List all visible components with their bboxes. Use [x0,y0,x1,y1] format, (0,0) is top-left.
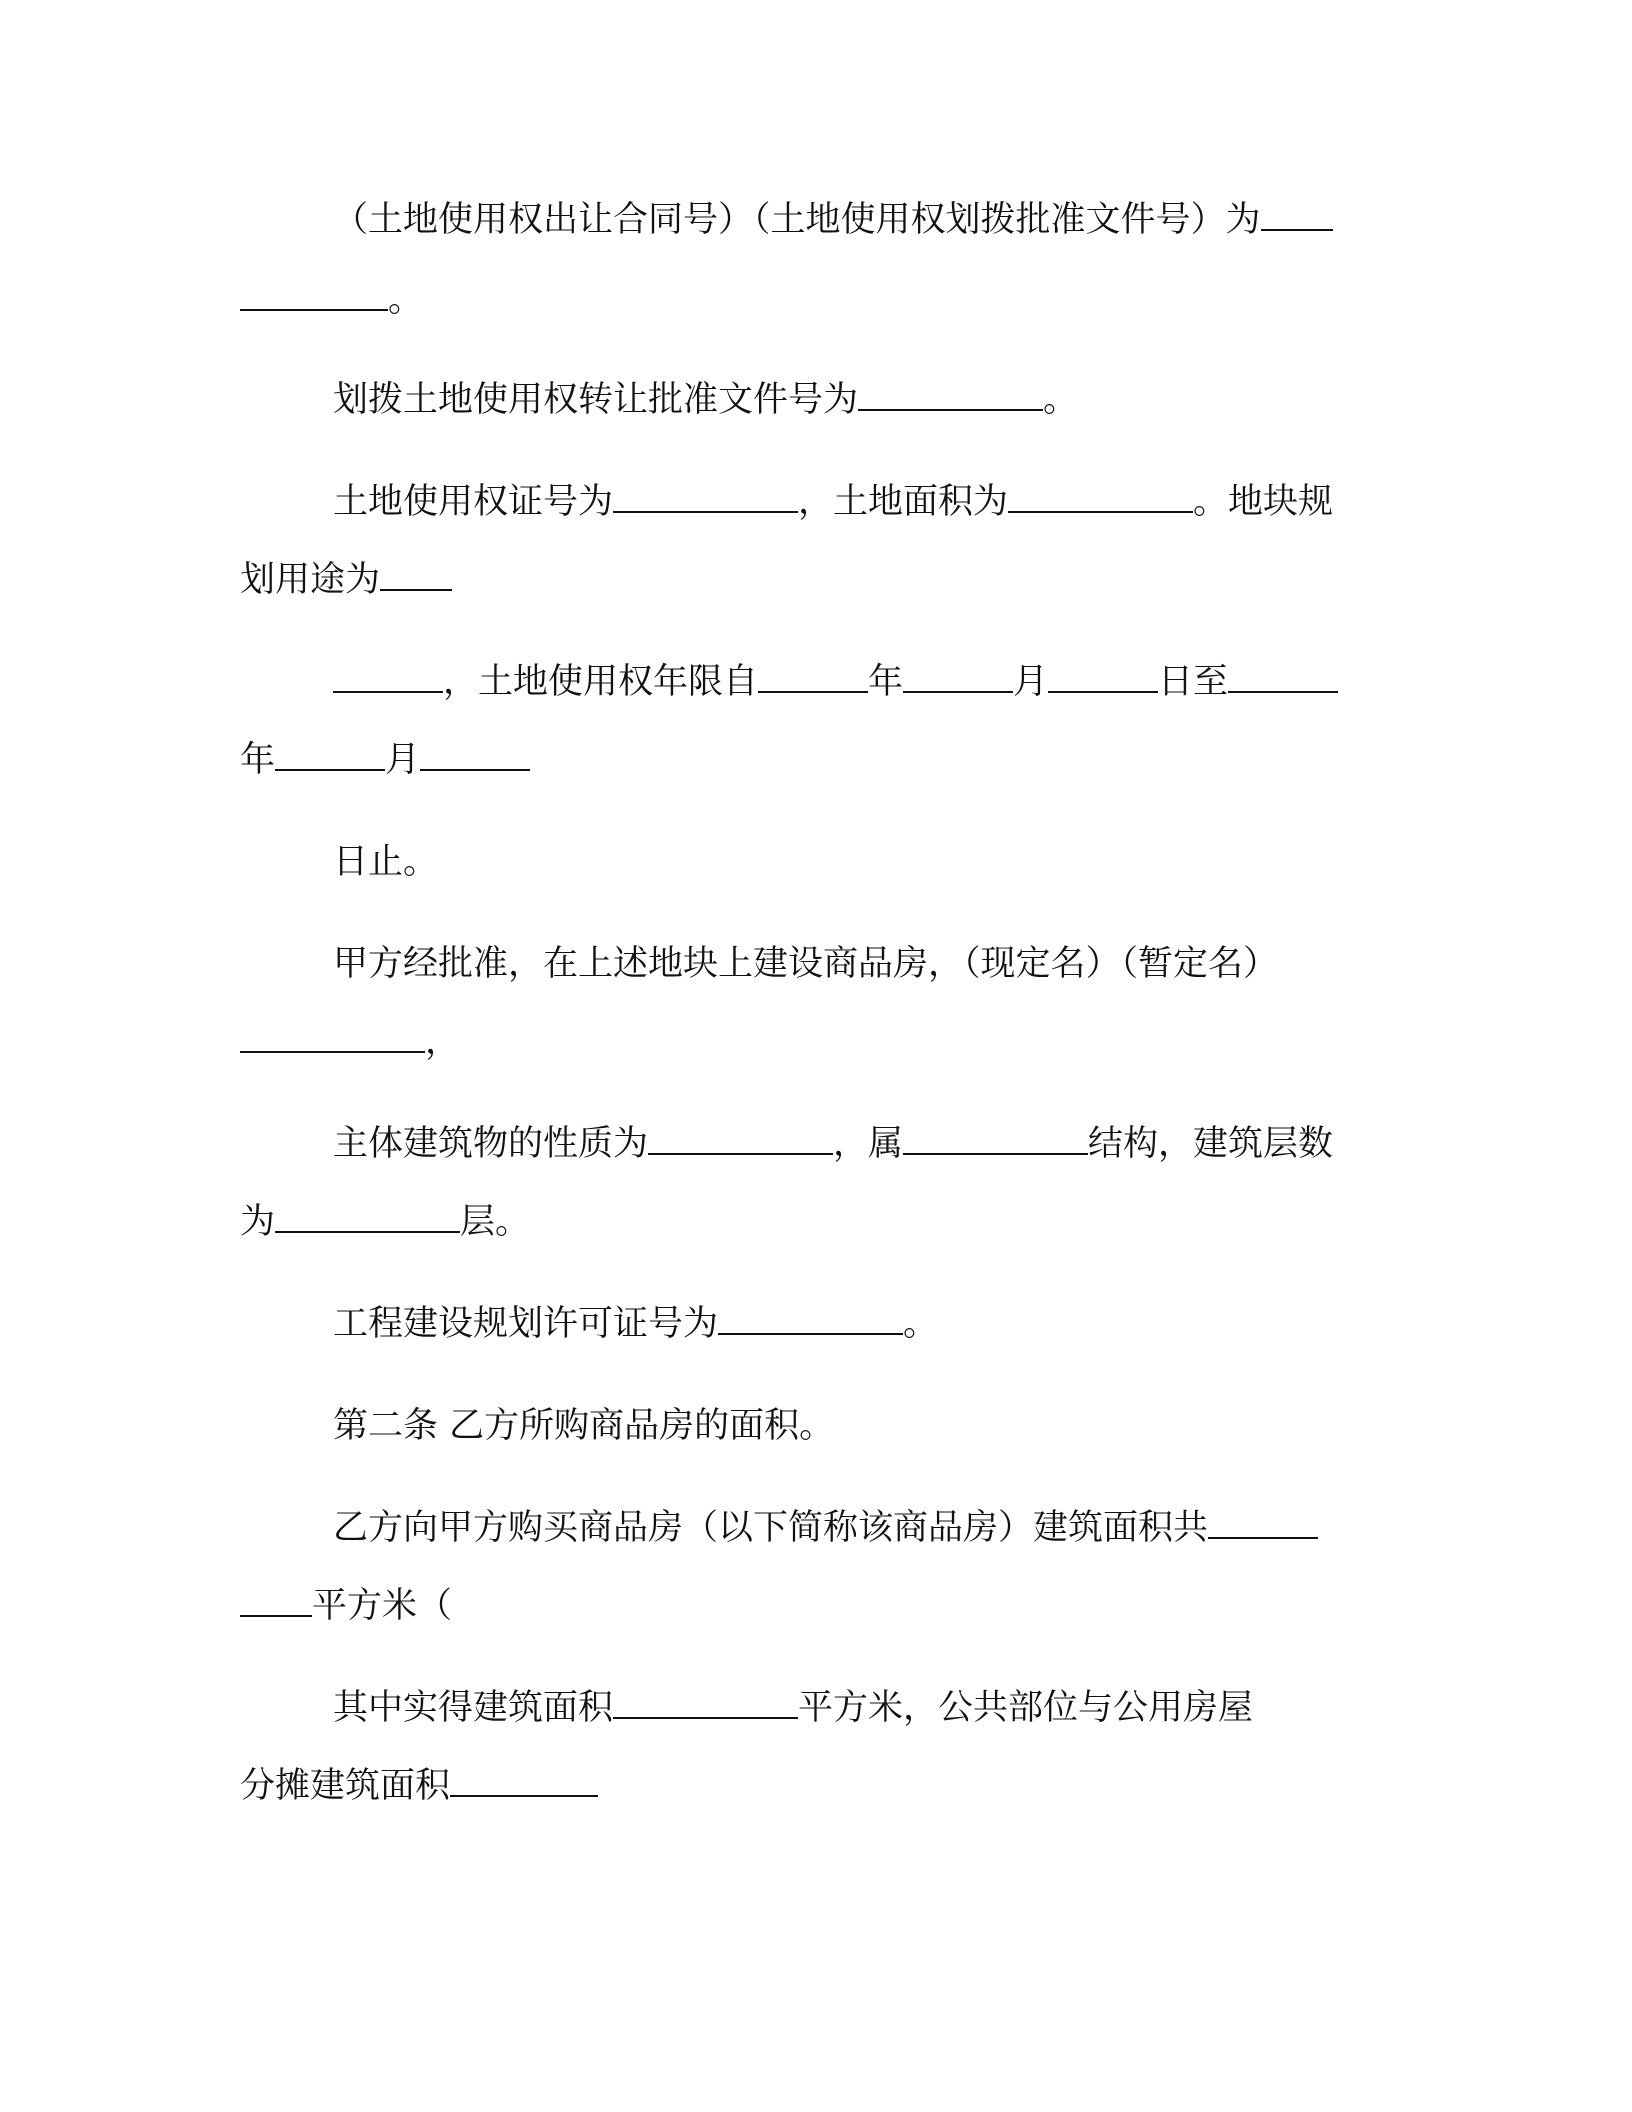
text-line-building-nature [333,1120,1333,1168]
fill-blank[interactable] [240,1585,312,1617]
fill-blank[interactable] [420,739,530,771]
text-segment: 平方米，公共部位与公用房屋 [798,1688,1254,1728]
text-segment: ，属 [833,1124,904,1164]
text-segment: 年 [240,740,276,780]
text-segment: 。 [1043,380,1079,420]
text-segment: 日至 [1158,662,1229,702]
text-line-land-term [333,658,1338,706]
fill-blank[interactable] [1208,1507,1318,1539]
text-segment: 其中实得建筑面积 [333,1688,614,1728]
fill-blank[interactable] [275,739,385,771]
text-segment: 分摊建筑面积 [240,1766,451,1806]
fill-blank[interactable] [1261,199,1333,231]
text-line-land-contract-number-cont [240,276,423,324]
text-segment: 甲方经批准，在上述地块上建设商品房，（现定名）（暂定名） [333,944,1279,984]
fill-blank[interactable] [1008,481,1193,513]
text-segment: 主体建筑物的性质为 [333,1124,649,1164]
text-line-actual-area [333,1684,1253,1732]
section-heading-article-2 [333,1402,834,1450]
text-segment: ，土地面积为 [798,482,1009,522]
fill-blank[interactable] [648,1123,833,1155]
text-segment: 划拨土地使用权转让批准文件号为 [333,380,859,420]
fill-blank[interactable] [903,661,1013,693]
text-segment: 为 [240,1202,276,1242]
text-segment: 结构，建筑层数 [1088,1124,1334,1164]
text-segment: ， [425,1022,461,1062]
text-line-planning-permit [333,1300,938,1348]
text-line-purchase-area-cont [240,1582,452,1630]
fill-blank[interactable] [275,1201,460,1233]
text-segment: 划用途为 [240,560,381,600]
text-segment: 平方米（ [312,1586,453,1626]
text-segment: 工程建设规划许可证号为 [333,1304,719,1344]
fill-blank[interactable] [613,481,798,513]
text-segment: ，土地使用权年限自 [443,662,759,702]
fill-blank[interactable] [450,1765,598,1797]
text-line-land-certificate [333,478,1333,526]
text-segment: 乙方向甲方购买商品房（以下简称该商品房）建筑面积共 [333,1508,1209,1548]
text-segment: 。 [903,1304,939,1344]
text-line-project-name-blank [240,1018,460,1066]
text-line-land-contract-number [333,196,1333,244]
text-segment: 土地使用权证号为 [333,482,614,522]
text-segment: 层。 [460,1202,531,1242]
text-segment: 。地块规 [1193,482,1334,522]
text-line-land-term-end [240,736,530,784]
text-line-planned-use [240,556,452,604]
fill-blank[interactable] [613,1687,798,1719]
fill-blank[interactable] [240,279,388,311]
text-segment: （土地使用权出让合同号）（土地使用权划拨批准文件号）为 [333,200,1261,240]
fill-blank[interactable] [903,1123,1088,1155]
text-line-shared-area [240,1762,598,1810]
text-segment: 日止。 [333,842,439,882]
text-segment: 月 [385,740,421,780]
text-line-purchase-area [333,1504,1318,1552]
text-segment: 年 [868,662,904,702]
fill-blank[interactable] [718,1303,903,1335]
fill-blank[interactable] [380,559,452,591]
fill-blank[interactable] [1228,661,1338,693]
text-segment: 。 [388,280,424,320]
text-line-term-stop [333,838,438,886]
fill-blank[interactable] [758,661,868,693]
fill-blank[interactable] [858,379,1043,411]
fill-blank[interactable] [240,1021,425,1053]
fill-blank[interactable] [333,661,443,693]
text-line-floor-count [240,1198,530,1246]
text-line-project-name [333,940,1278,988]
text-line-transfer-approval [333,376,1078,424]
fill-blank[interactable] [1048,661,1158,693]
text-segment: 第二条 乙方所购商品房的面积。 [333,1406,835,1446]
text-segment: 月 [1013,662,1049,702]
